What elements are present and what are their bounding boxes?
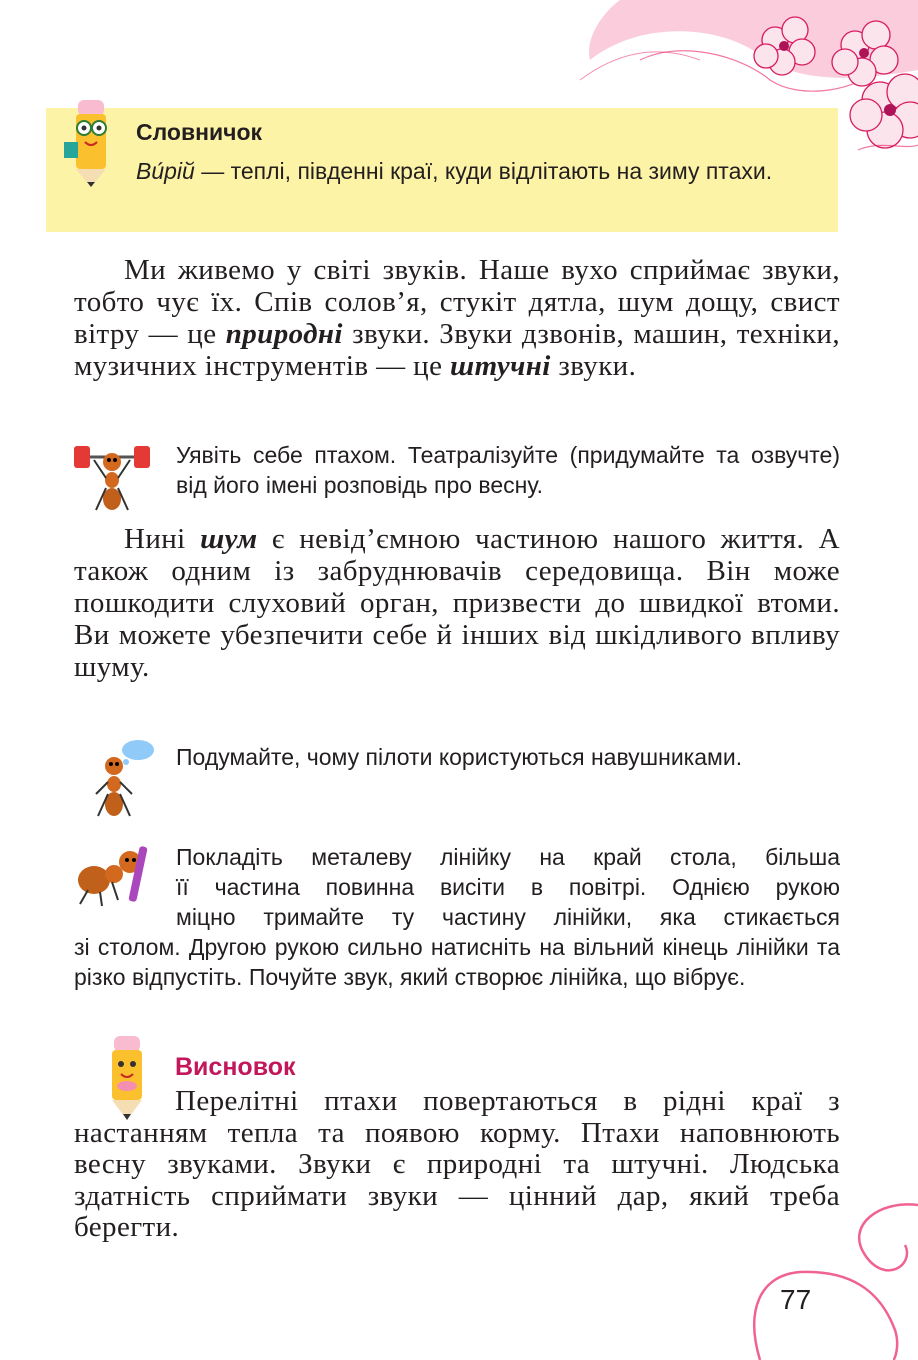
paragraph-sounds: Ми живемо у світі звуків. Наше вухо сприймає звуки, тобто чує їх. Спів солов’я, стукіт дятла, шум дощу, свист вітру — це природні звуки. Звуки дзвонів, машин, техніки, музичних інструментів — це штучні звуки. [74,254,840,382]
ant-weightlifter-icon [72,436,154,516]
ant-pencil-icon [74,840,154,910]
term-noise: шум [200,523,258,555]
glossary-definition: Ви́рій — теплі, південні краї, куди відлітають на зиму птахи. [136,158,773,184]
task-ruler-intro: Покладіть металеву лінійку на край стола, більша її частина повинна висіти в повітрі. Однією рукою міцно тримайте ту частину лінійки, яка стикається [176,844,840,930]
ant-thinking-icon [88,738,158,820]
term-artificial: штучні [450,350,551,382]
task-ruler-rest: зі столом. Другою рукою сильно натисніть на вільний кінець лінійки та різко відпустіть. Почуйте звук, який створює лінійка, що вібрує. [74,934,840,990]
page-number: 77 [780,1284,812,1315]
glossary-term: Ви́рій [136,158,195,184]
task-pilots: Подумайте, чому пілоти користуються навушниками. [176,744,743,770]
paragraph-noise: Нині шум є невід’ємною частиною нашого життя. А також одним із забруднювачів середовища. Він може пошкодити слуховий орган, призвести до швидкої втоми. Ви можете убезпечити себе й інших від шкідливого впливу шуму. [74,523,840,683]
task-bird-story: Уявіть себе птахом. Театралізуйте (придумайте та озвучте) від його імені розповідь про весну. [176,442,840,498]
conclusion-text: Перелітні птахи повертаються в рідні краї з настанням тепла та появою корму. Птахи наповнюють весну звуками. Звуки є природні та штучні. Людська здатність сприймати звуки — цінний дар, який треба берегти. [74,1085,840,1243]
glossary-title: Словничок [136,119,263,145]
term-natural: природні [225,318,343,350]
pencil-mascot-glasses-icon [60,90,126,190]
conclusion-title: Висновок [175,1053,296,1081]
